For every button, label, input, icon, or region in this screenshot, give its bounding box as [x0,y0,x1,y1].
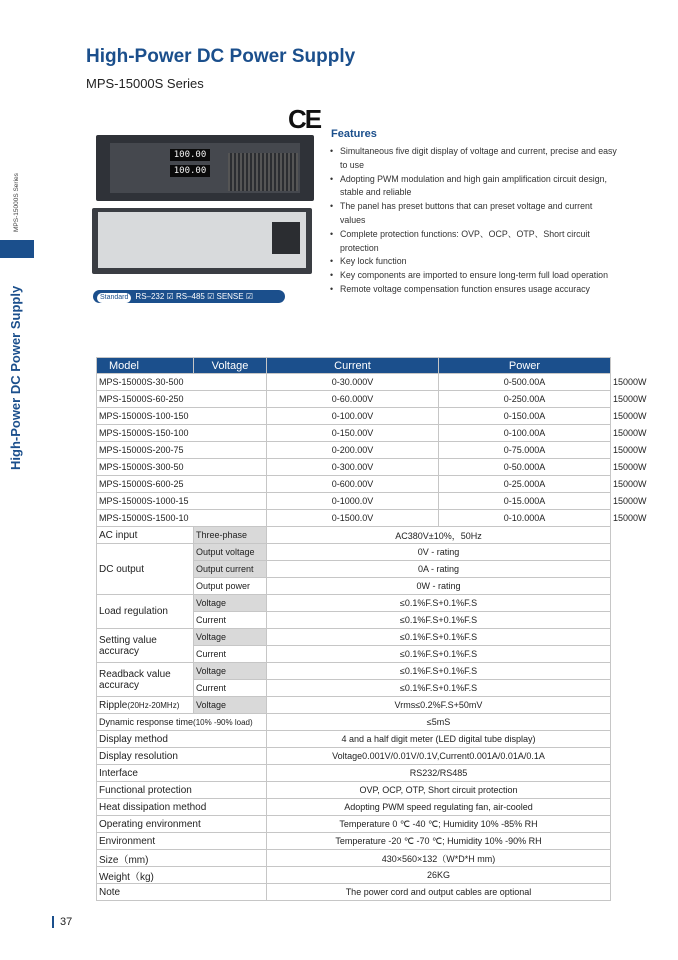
table-header-row [97,358,611,374]
spec-row [97,782,611,799]
ac-input-value: AC380V±10%，50Hz [267,527,611,544]
spec-row [97,748,611,765]
setting-accuracy-row [97,629,611,646]
dc-output-value: 0W - rating [267,578,611,595]
spec-value: Temperature -20 ℃ -70 ℃; Humidity 10% -90% RH [267,833,611,850]
readback-accuracy-value: ≤0.1%F.S+0.1%F.S [267,680,611,697]
model-name-cell: MPS-15000S-600-25 [97,476,267,493]
header-voltage: Voltage [194,358,267,374]
model-row: MPS-15000S-30-500 0-30.000V 0-500.00A 15000W [97,374,611,391]
spec-value: The power cord and output cables are optional [267,884,611,901]
model-name-cell: MPS-15000S-150-100 [97,425,267,442]
load-regulation-value: ≤0.1%F.S+0.1%F.S [267,612,611,629]
current-cell: 0-25.000A [439,476,611,493]
spec-row [97,867,611,884]
load-regulation-row [97,595,611,612]
voltage-cell: 0-60.000V [267,391,439,408]
voltage-cell: 0-200.00V [267,442,439,459]
spec-row [97,799,611,816]
spec-label: Heat dissipation method [97,799,267,816]
current-cell: 0-250.00A [439,391,611,408]
voltage-cell: 0-100.00V [267,408,439,425]
model-name-cell: MPS-15000S-200-75 [97,442,267,459]
setting-accuracy-label: Setting value accuracy [97,629,194,663]
features-list [330,145,620,297]
dc-output-sub: Output power [194,578,267,595]
model-row: MPS-15000S-1000-15 0-1000.0V 0-15.000A 15000W [97,493,611,510]
spec-label: Note [97,884,267,901]
voltage-cell: 0-1000.0V [267,493,439,510]
model-name-cell: MPS-15000S-1500-10 [97,510,267,527]
feature-item: • Complete protection functions: OVP、OCP、OTP、Short circuit protection [330,228,620,256]
voltage-cell: 0-150.00V [267,425,439,442]
readback-accuracy-label: Readback value accuracy [97,663,194,697]
readback-accuracy-value: ≤0.1%F.S+0.1%F.S [267,663,611,680]
model-name-cell: MPS-15000S-300-50 [97,459,267,476]
spec-label: Display method [97,731,267,748]
spec-value: Adopting PWM speed regulating fan, air-cooled [267,799,611,816]
dc-output-sub: Output current [194,561,267,578]
current-cell: 0-150.00A [439,408,611,425]
standard-items: RS–232 ☑ RS–485 ☑ SENSE ☑ [135,292,253,301]
spec-row [97,850,611,867]
product-rear-image [92,208,312,274]
dc-output-label: DC output [97,544,194,595]
model-row: MPS-15000S-200-75 0-200.00V 0-75.000A 15000W [97,442,611,459]
load-regulation-sub: Voltage [194,595,267,612]
load-regulation-sub: Current [194,612,267,629]
spec-row [97,765,611,782]
current-cell: 0-75.000A [439,442,611,459]
model-row: MPS-15000S-300-50 0-300.00V 0-50.000A 15000W [97,459,611,476]
spec-value: Voltage0.001V/0.01V/0.1V,Current0.001A/0.01A/0.1A [267,748,611,765]
model-name-cell: MPS-15000S-1000-15 [97,493,267,510]
feature-item: • The panel has preset buttons that can preset voltage and current values [330,200,620,228]
voltage-cell: 0-30.000V [267,374,439,391]
setting-accuracy-sub: Voltage [194,629,267,646]
header-current: Current [267,358,439,374]
spec-table [96,357,647,901]
warning-label [272,222,300,254]
model-name-cell: MPS-15000S-100-150 [97,408,267,425]
dc-output-row [97,544,611,561]
spec-row [97,884,611,901]
load-regulation-label: Load regulation [97,595,194,629]
spec-row [97,816,611,833]
model-row: MPS-15000S-1500-10 0-1500.0V 0-10.000A 15000W [97,510,611,527]
ripple-value: Vrms≤0.2%F.S+50mV [267,697,611,714]
ripple-label-text: Ripple [99,699,128,711]
feature-item: • Remote voltage compensation function ensures usage accuracy [330,283,620,297]
current-cell: 0-10.000A [439,510,611,527]
ac-input-row [97,527,611,544]
spec-value: 26KG [267,867,611,884]
spec-label: Interface [97,765,267,782]
current-display: 100.00 [170,165,210,177]
model-name-cell: MPS-15000S-60-250 [97,391,267,408]
ripple-label [97,697,194,714]
spec-value: OVP, OCP, OTP, Short circuit protection [267,782,611,799]
readback-accuracy-row [97,663,611,680]
model-row: MPS-15000S-60-250 0-60.000V 0-250.00A 15000W [97,391,611,408]
setting-accuracy-sub: Current [194,646,267,663]
current-cell: 0-50.000A [439,459,611,476]
setting-accuracy-value: ≤0.1%F.S+0.1%F.S [267,629,611,646]
product-front-image [96,135,314,201]
header-power: Power [439,358,611,374]
spec-row [97,731,611,748]
spec-row [97,833,611,850]
feature-item: • Simultaneous five digit display of voltage and current, precise and easy to use [330,145,620,173]
dc-output-value: 0A - rating [267,561,611,578]
model-row: MPS-15000S-150-100 0-150.00V 0-100.00A 15000W [97,425,611,442]
front-panel [110,143,300,193]
voltage-cell: 0-600.00V [267,476,439,493]
vent-grille [228,153,298,191]
model-row: MPS-15000S-600-25 0-600.00V 0-25.000A 15000W [97,476,611,493]
spec-value: RS232/RS485 [267,765,611,782]
current-cell: 0-15.000A [439,493,611,510]
voltage-display: 100.00 [170,149,210,161]
features-title: Features [331,128,377,140]
side-series-label: MPS-15000S Series [13,173,20,232]
side-category-label: High-Power DC Power Supply [8,285,23,470]
side-tab-marker [0,240,34,258]
dynamic-response-label [97,714,267,731]
spec-label: Functional protection [97,782,267,799]
standard-badge [93,290,285,303]
feature-item: • Key components are imported to ensure long-term full load operation [330,269,620,283]
ripple-row [97,697,611,714]
ac-input-label: AC input [97,527,194,544]
current-cell: 0-500.00A [439,374,611,391]
voltage-cell: 0-300.00V [267,459,439,476]
standard-label: Standard [97,293,131,303]
setting-accuracy-value: ≤0.1%F.S+0.1%F.S [267,646,611,663]
spec-value: 430×560×132（W*D*H mm) [267,850,611,867]
page-number: 37 [52,916,72,928]
ripple-sub: Voltage [194,697,267,714]
dynamic-response-row [97,714,611,731]
ripple-label-range: (20Hz-20MHz) [127,700,180,710]
current-cell: 0-100.00A [439,425,611,442]
readback-accuracy-sub: Current [194,680,267,697]
feature-item: • Key lock function [330,255,620,269]
spec-label: Operating environment [97,816,267,833]
readback-accuracy-sub: Voltage [194,663,267,680]
spec-label: Display resolution [97,748,267,765]
ce-mark: CE [288,104,321,134]
header-model: Model [97,358,194,374]
dynamic-response-label-text: Dynamic response time [99,717,194,727]
dynamic-response-value: ≤5mS [267,714,611,731]
voltage-cell: 0-1500.0V [267,510,439,527]
load-regulation-value: ≤0.1%F.S+0.1%F.S [267,595,611,612]
dynamic-response-label-range: (10% -90% load) [193,718,253,727]
spec-value: Temperature 0 ℃ -40 ℃; Humidity 10% -85% RH [267,816,611,833]
model-name-cell: MPS-15000S-30-500 [97,374,267,391]
spec-label: Size（mm) [97,850,267,867]
dc-output-value: 0V - rating [267,544,611,561]
page-title: High-Power DC Power Supply [86,46,356,67]
ac-input-sub: Three-phase [194,527,267,544]
page-subtitle: MPS-15000S Series [86,76,204,91]
spec-label: Weight（kg) [97,867,267,884]
spec-label: Environment [97,833,267,850]
feature-item: • Adopting PWM modulation and high gain amplification circuit design, stable and reliable [330,173,620,201]
spec-value: 4 and a half digit meter (LED digital tube display) [267,731,611,748]
dc-output-sub: Output voltage [194,544,267,561]
model-row: MPS-15000S-100-150 0-100.00V 0-150.00A 15000W [97,408,611,425]
